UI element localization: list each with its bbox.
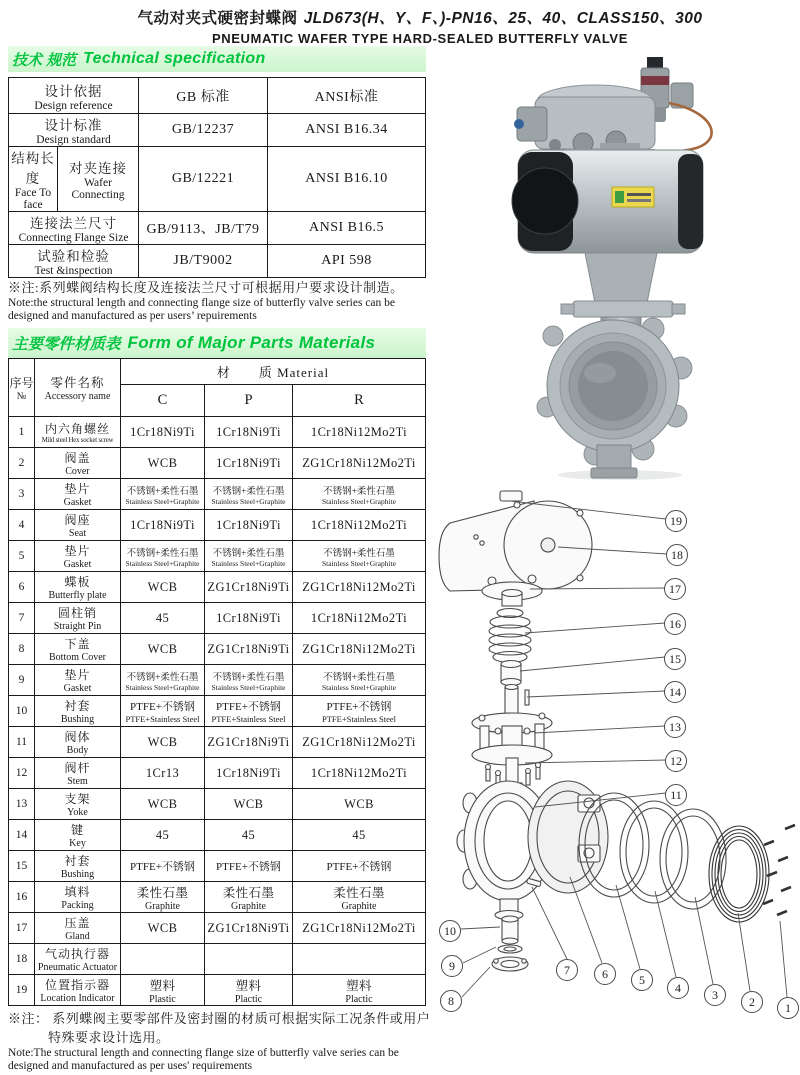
material-value-r: ZG1Cr18Ni12Mo2Ti — [293, 727, 426, 758]
material-value-c — [121, 944, 205, 975]
material-part-name: 垫片 Gasket — [35, 541, 121, 572]
material-value-c: WCB — [121, 634, 205, 665]
material-value-c: 柔性石墨 Graphite — [121, 882, 205, 913]
materials-grade-r: R — [293, 385, 426, 417]
spec-row-face-to-face — [9, 147, 426, 212]
part-washer — [498, 945, 522, 953]
valve-body — [537, 318, 692, 478]
spec-ansi-value: ANSI B16.34 — [268, 114, 426, 147]
materials-grade-c: C — [121, 385, 205, 417]
material-row-number: 6 — [9, 572, 35, 603]
material-part-name: 垫片 Gasket — [35, 665, 121, 696]
materials-header-row-1 — [9, 359, 426, 385]
material-value-p — [205, 944, 293, 975]
material-row-number: 17 — [9, 913, 35, 944]
material-row — [9, 417, 426, 448]
spec-gb-value: GB/9113、JB/T79 — [139, 212, 268, 245]
materials-header-number: 序号 № — [9, 359, 35, 417]
spec-ansi-value: API 598 — [268, 245, 426, 278]
material-row-number: 11 — [9, 727, 35, 758]
material-value-r: 1Cr18Ni12Mo2Ti — [293, 510, 426, 541]
material-row — [9, 541, 426, 572]
material-value-c: 塑料 Plastic — [121, 975, 205, 1006]
material-part-name: 阀杆 Stem — [35, 758, 121, 789]
title-model-code: JLD673(H、Y、F、)-PN16、25、40、CLASS150、300 — [303, 10, 703, 27]
material-row-number: 3 — [9, 479, 35, 510]
material-value-p: PTFE+不锈钢 PTFE+Stainless Steel — [205, 696, 293, 727]
material-value-p: PTFE+不锈钢 — [205, 851, 293, 882]
material-row — [9, 820, 426, 851]
material-value-r: PTFE+不锈钢 PTFE+Stainless Steel — [293, 696, 426, 727]
callout-4: 4 — [667, 977, 689, 999]
material-value-r: 塑料 Plactic — [293, 975, 426, 1006]
exploded-diagram-drawing — [430, 485, 800, 1030]
material-value-p: ZG1Cr18Ni9Ti — [205, 634, 293, 665]
material-value-p: 1Cr18Ni9Ti — [205, 603, 293, 634]
spec-label-en: Design standard — [36, 134, 111, 146]
material-row — [9, 634, 426, 665]
material-row-number: 14 — [9, 820, 35, 851]
material-part-name: 圆柱销 Straight Pin — [35, 603, 121, 634]
material-value-p: ZG1Cr18Ni9Ti — [205, 913, 293, 944]
note-technical-specification — [8, 277, 433, 323]
spec-label-split — [9, 147, 139, 212]
material-value-p: ZG1Cr18Ni9Ti — [205, 572, 293, 603]
material-part-name: 位置指示器 Location Indicator — [35, 975, 121, 1006]
material-row-number: 10 — [9, 696, 35, 727]
material-value-p: 1Cr18Ni9Ti — [205, 510, 293, 541]
material-part-name: 支架 Yoke — [35, 789, 121, 820]
material-row — [9, 882, 426, 913]
callout-10: 10 — [439, 920, 461, 942]
material-value-p: 塑料 Plactic — [205, 975, 293, 1006]
material-row-number: 9 — [9, 665, 35, 696]
material-row-number: 7 — [9, 603, 35, 634]
material-value-c: 1Cr18Ni9Ti — [121, 417, 205, 448]
part-butterfly-plate — [528, 781, 608, 893]
material-value-p: 不锈钢+柔性石墨 Stainless Steel+Graphite — [205, 665, 293, 696]
material-row — [9, 572, 426, 603]
spec-row-test-inspection — [9, 245, 426, 278]
section-heading-major-parts-materials — [8, 328, 426, 358]
materials-header-material: 材 质 Material — [121, 359, 426, 385]
material-value-r: 不锈钢+柔性石墨 Stainless Steel+Graphite — [293, 665, 426, 696]
callout-13: 13 — [664, 716, 686, 738]
materials-tbody — [9, 417, 426, 1006]
spec-row-connecting-flange-size — [9, 212, 426, 245]
material-row — [9, 727, 426, 758]
material-row — [9, 913, 426, 944]
material-row-number: 4 — [9, 510, 35, 541]
material-value-r: 1Cr18Ni12Mo2Ti — [293, 603, 426, 634]
material-value-p: 不锈钢+柔性石墨 Stainless Steel+Graphite — [205, 479, 293, 510]
material-row — [9, 975, 426, 1006]
part-lower-bushing — [502, 916, 518, 944]
material-part-name: 衬套 Bushing — [35, 696, 121, 727]
section2-heading-en: Form of Major Parts Materials — [127, 333, 376, 352]
callout-19: 19 — [665, 510, 687, 532]
material-row — [9, 479, 426, 510]
callout-8: 8 — [440, 990, 462, 1012]
material-value-r: ZG1Cr18Ni12Mo2Ti — [293, 634, 426, 665]
material-row — [9, 851, 426, 882]
material-value-c: WCB — [121, 572, 205, 603]
material-row-number: 1 — [9, 417, 35, 448]
callout-7: 7 — [556, 959, 578, 981]
material-part-name: 内六角螺丝 Mild steel Hex socket screw — [35, 417, 121, 448]
spec-label — [9, 78, 139, 114]
exploded-parts-diagram — [430, 485, 800, 1030]
note-major-parts-materials — [8, 1008, 440, 1073]
material-row-number: 15 — [9, 851, 35, 882]
spec-label-zh: 设计标准 — [44, 118, 103, 133]
material-value-r: WCB — [293, 789, 426, 820]
page-title — [40, 6, 800, 46]
part-pneumatic-actuator — [439, 491, 592, 591]
material-value-r: PTFE+不锈钢 — [293, 851, 426, 882]
material-row-number: 16 — [9, 882, 35, 913]
note2-chinese-line1: ※注： 系列蝶阀主要零部件及密封圈的材质可根据实际工况条件或用户 — [8, 1011, 431, 1026]
material-row — [9, 758, 426, 789]
spec-label-en: Design reference — [34, 99, 113, 112]
spec-label-en: Connecting Flange Size — [18, 232, 129, 244]
material-part-name: 垫片 Gasket — [35, 479, 121, 510]
material-value-p: ZG1Cr18Ni9Ti — [205, 727, 293, 758]
callout-16: 16 — [664, 613, 686, 635]
part-seat-ring — [709, 826, 769, 922]
spec-label — [9, 212, 139, 245]
material-value-p: 不锈钢+柔性石墨 Stainless Steel+Graphite — [205, 541, 293, 572]
material-row-number: 5 — [9, 541, 35, 572]
callout-18: 18 — [666, 544, 688, 566]
material-value-c: WCB — [121, 727, 205, 758]
material-value-c: WCB — [121, 913, 205, 944]
material-row — [9, 696, 426, 727]
part-upper-bushing — [501, 661, 521, 686]
material-value-r: ZG1Cr18Ni12Mo2Ti — [293, 913, 426, 944]
callout-12: 12 — [665, 750, 687, 772]
spec-label-zh: 设计依据 — [44, 83, 103, 99]
material-value-r: 1Cr18Ni12Mo2Ti — [293, 417, 426, 448]
material-row-number: 19 — [9, 975, 35, 1006]
title-line-english: PNEUMATIC WAFER TYPE HARD-SEALED BUTTERFLY VALVE — [212, 31, 628, 46]
material-value-c: 不锈钢+柔性石墨 Stainless Steel+Graphite — [121, 479, 205, 510]
spec-row-design-reference — [9, 78, 426, 114]
material-part-name: 阀体 Body — [35, 727, 121, 758]
material-value-r: 45 — [293, 820, 426, 851]
material-part-name: 键 Key — [35, 820, 121, 851]
spec-gb-value: GB/12221 — [139, 147, 268, 212]
spec-label-face-to-face: 结构长度 Face To face — [9, 147, 58, 211]
spec-ansi-value: ANSI标准 — [268, 78, 426, 114]
material-part-name: 气动执行器 Pneumatic Actuator — [35, 944, 121, 975]
material-value-p: 45 — [205, 820, 293, 851]
material-row-number: 12 — [9, 758, 35, 789]
material-value-r — [293, 944, 426, 975]
actuator-cylinder — [512, 143, 703, 253]
part-yoke — [472, 713, 552, 765]
spec-label — [9, 114, 139, 147]
material-part-name: 阀座 Seat — [35, 510, 121, 541]
technical-specification-table — [8, 77, 426, 278]
spec-ansi-value: ANSI B16.5 — [268, 212, 426, 245]
spec-gb-value: GB/12237 — [139, 114, 268, 147]
material-part-name: 填料 Packing — [35, 882, 121, 913]
material-value-r: 不锈钢+柔性石墨 Stainless Steel+Graphite — [293, 479, 426, 510]
material-row-number: 2 — [9, 448, 35, 479]
material-row — [9, 603, 426, 634]
callout-15: 15 — [664, 648, 686, 670]
material-row-number: 13 — [9, 789, 35, 820]
material-part-name: 蝶板 Butterfly plate — [35, 572, 121, 603]
callout-2: 2 — [741, 991, 763, 1013]
material-value-r: 1Cr18Ni12Mo2Ti — [293, 758, 426, 789]
section1-heading-zh: 技术 规范 — [12, 51, 77, 69]
material-value-c: 1Cr13 — [121, 758, 205, 789]
part-spring-washers — [489, 609, 531, 663]
valve-product-photo — [435, 55, 800, 480]
major-parts-materials-table — [8, 358, 426, 1006]
material-value-c: WCB — [121, 448, 205, 479]
section-heading-technical-specification — [8, 46, 426, 72]
note1-english: Note:the structural length and connecting flange size of butterfly valve series can be designed and manufactured as per users’ repuirements — [8, 297, 396, 323]
material-value-c: PTFE+不锈钢 PTFE+Stainless Steel — [121, 696, 205, 727]
material-value-p: 1Cr18Ni9Ti — [205, 758, 293, 789]
material-row — [9, 510, 426, 541]
material-value-c: WCB — [121, 789, 205, 820]
material-row — [9, 665, 426, 696]
note1-chinese: ※注:系列蝶阀结构长度及连接法兰尺寸可根据用户要求设计制造。 — [8, 280, 404, 295]
valve-photo-illustration — [435, 55, 800, 480]
spec-gb-value: JB/T9002 — [139, 245, 268, 278]
callout-1: 1 — [777, 997, 799, 1019]
callout-6: 6 — [594, 963, 616, 985]
material-value-r: ZG1Cr18Ni12Mo2Ti — [293, 448, 426, 479]
material-value-c: 45 — [121, 603, 205, 634]
material-part-name: 衬套 Bushing — [35, 851, 121, 882]
callout-9: 9 — [441, 955, 463, 977]
material-value-c: 不锈钢+柔性石墨 Stainless Steel+Graphite — [121, 665, 205, 696]
material-row-number: 8 — [9, 634, 35, 665]
spec-label-zh: 连接法兰尺寸 — [30, 216, 117, 231]
spec-label-en: Test &inspection — [34, 265, 113, 277]
material-value-p: 1Cr18Ni9Ti — [205, 417, 293, 448]
title-line-chinese — [40, 6, 800, 28]
material-value-p: 1Cr18Ni9Ti — [205, 448, 293, 479]
material-value-c: 45 — [121, 820, 205, 851]
material-row — [9, 944, 426, 975]
callout-3: 3 — [704, 984, 726, 1006]
spec-row-design-standard — [9, 114, 426, 147]
callout-14: 14 — [664, 681, 686, 703]
section2-heading-zh: 主要零件材质表 — [12, 336, 121, 353]
material-value-c: PTFE+不锈钢 — [121, 851, 205, 882]
material-value-p: 柔性石墨 Graphite — [205, 882, 293, 913]
material-value-c: 不锈钢+柔性石墨 Stainless Steel+Graphite — [121, 541, 205, 572]
material-value-r: 不锈钢+柔性石墨 Stainless Steel+Graphite — [293, 541, 426, 572]
callout-17: 17 — [664, 578, 686, 600]
spec-label — [9, 245, 139, 278]
material-value-p: WCB — [205, 789, 293, 820]
material-value-c: 1Cr18Ni9Ti — [121, 510, 205, 541]
part-bottom-cover — [492, 957, 528, 971]
title-product-name: 气动对夹式硬密封蝶阀 — [137, 10, 298, 27]
material-part-name: 下盖 Bottom Cover — [35, 634, 121, 665]
callout-11: 11 — [665, 784, 687, 806]
spec-ansi-value: ANSI B16.10 — [268, 147, 426, 212]
material-part-name: 阀盖 Cover — [35, 448, 121, 479]
spec-label-wafer-connecting: 对夹连接 Wafer Connecting — [69, 161, 127, 201]
spec-gb-value: GB 标准 — [139, 78, 268, 114]
material-row-number: 18 — [9, 944, 35, 975]
part-screws — [763, 825, 795, 915]
note2-english: Note:The structural length and connecting flange size of butterfly valve series can be designed and manufactured as per uses' requirements — [8, 1047, 399, 1073]
material-row — [9, 448, 426, 479]
material-part-name: 压盖 Gland — [35, 913, 121, 944]
material-value-r: ZG1Cr18Ni12Mo2Ti — [293, 572, 426, 603]
material-value-r: 柔性石墨 Graphite — [293, 882, 426, 913]
materials-grade-p: P — [205, 385, 293, 417]
note2-chinese-line2: 特殊要求设计选用。 — [48, 1030, 170, 1045]
spec-label-zh: 试验和检验 — [37, 249, 110, 264]
section1-heading-en: Technical specification — [83, 50, 266, 67]
material-row — [9, 789, 426, 820]
callout-5: 5 — [631, 969, 653, 991]
materials-header-accessory-name: 零件名称 Accessory name — [35, 359, 121, 417]
